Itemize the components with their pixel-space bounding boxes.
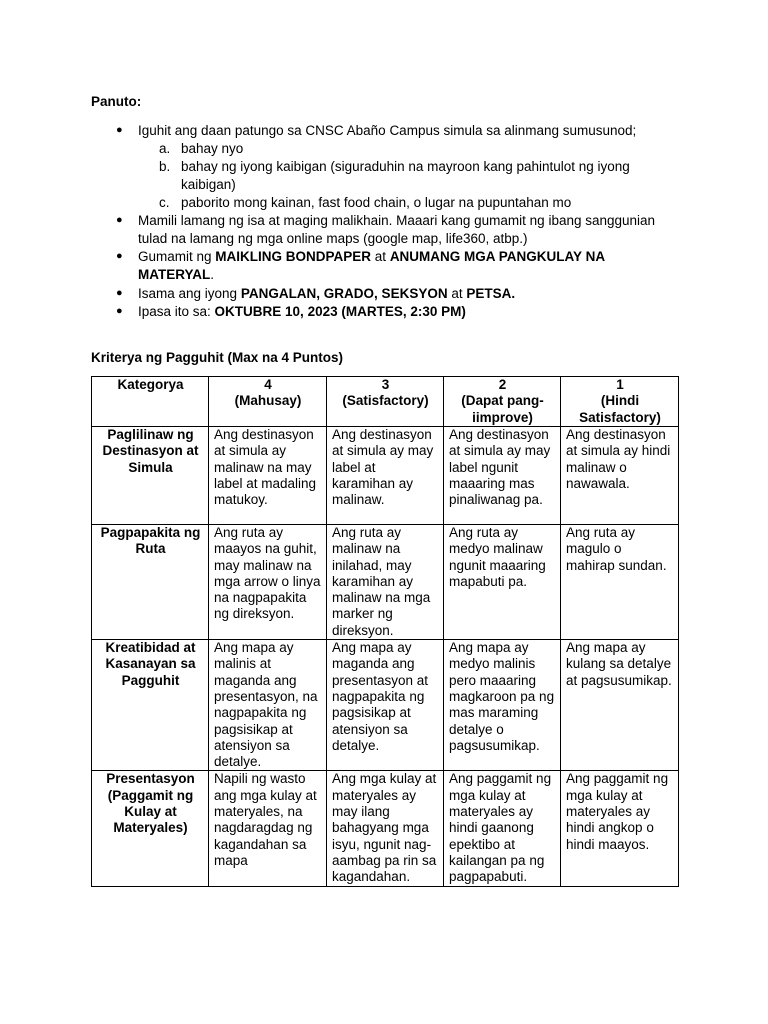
table-cell: Ang ruta ay magulo o mahirap sundan. (561, 525, 679, 640)
table-cell: Ang ruta ay maayos na guhit, may malinaw na mga arrow o linya na nagpapakita ng direksyon. (209, 525, 327, 640)
text: Ipasa ito sa: (138, 304, 215, 319)
sub-item: bahay ng iyong kaibigan (siguraduhin na mayroon kang pahintulot ng iyong (181, 159, 630, 174)
category-cell: Kreatibidad at Kasanayan sa Pagguhit (92, 640, 209, 771)
text: Isama ang iyong (138, 286, 241, 301)
bold-text: OKTUBRE 10, 2023 (MARTES, 2:30 PM) (214, 304, 466, 319)
sub-item: bahay nyo (181, 141, 244, 156)
table-cell: Ang mapa ay medyo malinis pero maaaring magkaroon pa ng mas maraming detalye o pagsusumikap. (444, 640, 561, 771)
bullet-icon: ● (116, 250, 123, 262)
table-header-row (92, 377, 679, 427)
instruction-item: Mamili lamang ng isa at maging malikhain. Maaari kang gumamit ng ibang sanggunian (138, 213, 656, 228)
bold-text: MAIKLING BONDPAPER (215, 249, 372, 264)
category-cell: Presentasyon (Paggamit ng Kulay at Materyales) (92, 771, 209, 886)
header-line: 2 (498, 377, 507, 392)
text: . (210, 267, 215, 282)
instruction-item (138, 248, 605, 265)
table-cell: Ang destinasyon at simula ay hindi malinaw o nawawala. (561, 427, 679, 525)
table-cell: Ang paggamit ng mga kulay at materyales ay hindi gaanong epektibo at kailangan pa ng pagpapabuti. (444, 771, 561, 886)
table-row (92, 640, 679, 771)
instruction-item: Iguhit ang daan patungo sa CNSC Abaño Campus simula sa alinmang sumusunod; (138, 123, 637, 138)
text: at (371, 249, 390, 264)
text: at (447, 286, 467, 301)
bullet-icon: ● (116, 287, 123, 299)
text: Gumamit ng (138, 249, 216, 264)
sub-item-marker: c. (159, 195, 170, 210)
column-header (561, 377, 679, 427)
table-cell: Ang mapa ay maganda ang presentasyon at nagpapakita ng pagsisikap at atensiyon sa detalye. (327, 640, 444, 771)
table-cell: Napili ng wasto ang mga kulay at materyales, na nagdaragdag ng kagandahan sa mapa (209, 771, 327, 886)
bullet-icon: ● (116, 214, 123, 226)
header-line: Kategorya (117, 377, 184, 392)
sub-item-marker: a. (159, 141, 171, 156)
table-row (92, 771, 679, 886)
instruction-item (138, 303, 466, 320)
header-line: (Dapat pang-iimprove) (461, 393, 544, 425)
header-line: 1 (616, 377, 624, 392)
header-line: (Hindi Satisfactory) (579, 393, 661, 425)
bold-text: ANUMANG MGA PANGKULAY NA (389, 249, 606, 264)
category-cell: Pagpapakita ng Ruta (92, 525, 209, 640)
table-cell: Ang destinasyon at simula ay may label ngunit maaaring mas pinaliwanag pa. (444, 427, 561, 525)
table-cell: Ang paggamit ng mga kulay at materyales ay hindi angkop o hindi maayos. (561, 771, 679, 886)
column-header (327, 377, 444, 427)
sub-item-cont: kaibigan) (181, 177, 236, 192)
column-header (92, 377, 209, 427)
table-cell: Ang mga kulay at materyales ay may ilang bahagyang mga isyu, ngunit nag-aambag pa rin sa kagandahan. (327, 771, 444, 886)
table-cell: Ang ruta ay medyo malinaw ngunit maaaring mapabuti pa. (444, 525, 561, 640)
table-cell: Ang destinasyon at simula ay malinaw na may label at madaling matukoy. (209, 427, 327, 525)
instruction-item (138, 285, 515, 302)
table-row (92, 427, 679, 525)
table-cell: Ang ruta ay malinaw na inilahad, may karamihan ay malinaw na mga marker ng direksyon. (327, 525, 444, 640)
table-cell: Ang destinasyon at simula ay may label at karamihan ay malinaw. (327, 427, 444, 525)
header-line: 3 (381, 377, 390, 392)
bold-text: PETSA. (466, 286, 516, 301)
table-row (92, 525, 679, 640)
page-heading: Panuto: (91, 94, 142, 109)
header-line: (Mahusay) (234, 393, 302, 409)
rubric-title: Kriterya ng Pagguhit (Max na 4 Puntos) (91, 350, 344, 365)
table-cell: Ang mapa ay malinis at maganda ang presentasyon, na nagpapakita ng pagsisikap at atensiyon sa detalye. (209, 640, 327, 771)
bold-text: MATERYAL (138, 267, 211, 282)
sub-item: paborito mong kainan, fast food chain, o lugar na pupuntahan mo (181, 195, 572, 210)
table-cell: Ang mapa ay kulang sa detalye at pagsusumikap. (561, 640, 679, 771)
header-line: 4 (264, 377, 272, 392)
instruction-item-cont (138, 266, 214, 283)
sub-item-marker: b. (159, 159, 171, 174)
header-line: (Satisfactory) (342, 393, 429, 409)
bullet-icon: ● (116, 124, 123, 136)
instruction-item-cont: tulad na lamang ng mga online maps (google map, life360, atbp.) (138, 231, 528, 246)
bold-text: PANGALAN, GRADO, SEKSYON (240, 286, 448, 301)
rubric-table (91, 376, 679, 887)
column-header (444, 377, 561, 427)
bullet-icon: ● (116, 305, 123, 317)
category-cell: Paglilinaw ng Destinasyon at Simula (92, 427, 209, 525)
column-header (209, 377, 327, 427)
